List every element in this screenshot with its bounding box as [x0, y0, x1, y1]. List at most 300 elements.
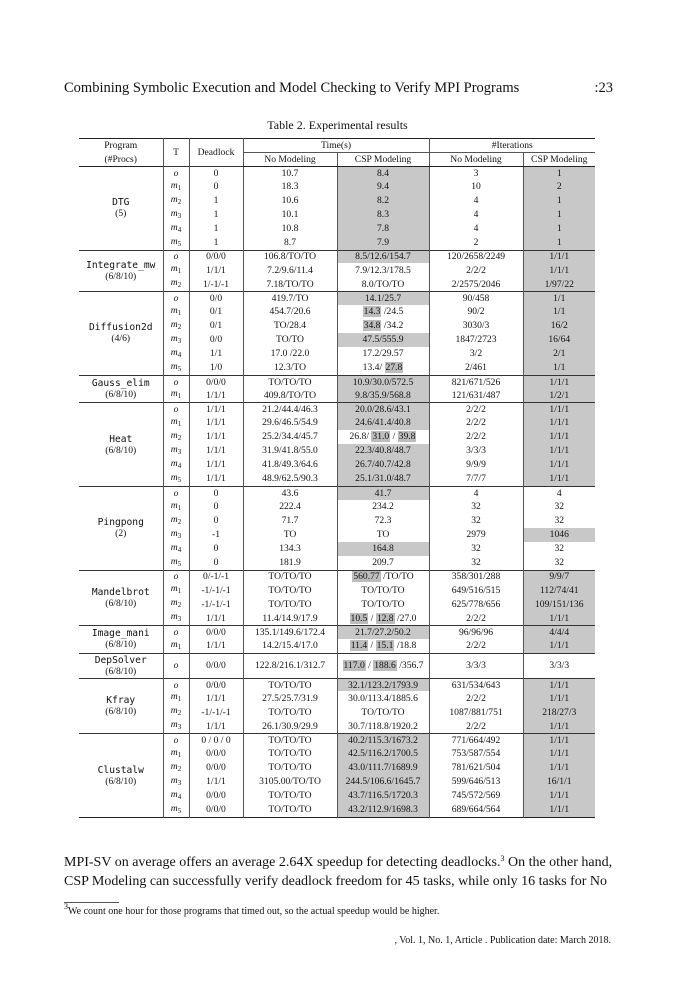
iter-csp-modeling: 1/1/1: [523, 747, 595, 761]
iter-csp-modeling: 109/151/136: [523, 597, 595, 611]
iter-no-modeling: 1847/2723: [429, 333, 523, 347]
task-cell: $m_1$: [163, 500, 189, 514]
time-csp-modeling: TO/TO/TO: [337, 597, 429, 611]
iter-no-modeling: 32: [429, 542, 523, 556]
time-csp-modeling: TO/TO/TO: [337, 583, 429, 597]
time-no-modeling: 10.7: [243, 167, 337, 180]
iter-csp-modeling: 1/2/1: [523, 388, 595, 403]
value-part: /18.8: [394, 640, 417, 652]
time-no-modeling: 409.8/TO/TO: [243, 388, 337, 403]
task-subscript: 2: [177, 764, 182, 773]
task-cell: $m_5$: [163, 361, 189, 376]
time-csp-modeling: 43.2/112.9/1698.3: [337, 803, 429, 818]
program-name: DepSolver: [94, 654, 147, 666]
iter-no-modeling: 1087/881/751: [429, 705, 523, 719]
iter-csp-modeling: 3/3/3: [523, 653, 595, 678]
iter-csp-modeling: 16/1/1: [523, 775, 595, 789]
deadlock-cell: 1/1/1: [189, 458, 243, 472]
running-title: Combining Symbolic Execution and Model Checking to Verify MPI Programs: [64, 80, 520, 96]
iter-no-modeling: 2/2/2: [429, 403, 523, 416]
program-cell: [79, 653, 163, 678]
task-cell: $m_2$: [163, 597, 189, 611]
program-name: Kfray: [106, 695, 136, 707]
highlighted-value: 15.1: [376, 640, 394, 652]
time-csp-modeling: 7.9/12.3/178.5: [337, 263, 429, 277]
time-no-modeling: 25.2/34.4/45.7: [243, 430, 337, 444]
body-paragraph: [64, 853, 616, 891]
time-csp-modeling: [337, 570, 429, 583]
footnote-ref: 3: [500, 854, 505, 863]
task-subscript: 2: [177, 322, 182, 331]
deadlock-cell: -1/-1/-1: [189, 583, 243, 597]
header-deadlock: Deadlock: [189, 139, 243, 167]
header-iter-no-modeling: No Modeling: [429, 153, 523, 167]
iter-csp-modeling: 1/1/1: [523, 761, 595, 775]
time-no-modeling: TO/TO/TO: [243, 789, 337, 803]
time-csp-modeling: 8.5/12.6/154.7: [337, 250, 429, 263]
task-subscript: 3: [177, 531, 182, 540]
table-row: [79, 653, 595, 678]
iter-no-modeling: 7/7/7: [429, 472, 523, 487]
deadlock-cell: 1/1/1: [189, 691, 243, 705]
iter-csp-modeling: 1/1: [523, 305, 595, 319]
task-cell: $m_1$: [163, 691, 189, 705]
deadlock-cell: 0: [189, 514, 243, 528]
task-subscript: 1: [177, 695, 182, 704]
time-csp-modeling: [337, 361, 429, 376]
task-cell: $m_1$: [163, 388, 189, 403]
iter-csp-modeling: 1: [523, 222, 595, 236]
deadlock-cell: 1/-1/-1: [189, 277, 243, 292]
highlighted-value: 10.5: [350, 612, 368, 624]
body-line-1: [64, 853, 616, 872]
time-no-modeling: 12.3/TO: [243, 361, 337, 376]
time-no-modeling: TO/TO/TO: [243, 597, 337, 611]
task-cell: $m_3$: [163, 775, 189, 789]
iter-no-modeling: 2979: [429, 528, 523, 542]
program-name: Pingpong: [97, 517, 144, 529]
value-part: /TO/TO: [380, 571, 414, 583]
deadlock-cell: 0: [189, 556, 243, 571]
highlighted-value: 560.77: [353, 571, 380, 583]
task-subscript: 4: [177, 545, 182, 554]
task-cell: $m_3$: [163, 611, 189, 626]
iter-csp-modeling: 2/1: [523, 347, 595, 361]
iter-no-modeling: 2/2/2: [429, 263, 523, 277]
task-subscript: 5: [177, 559, 182, 568]
highlighted-value: 27.8: [385, 362, 403, 374]
task-subscript: 3: [177, 447, 182, 456]
time-csp-modeling: 10.9/30.0/572.5: [337, 375, 429, 388]
body-text: On the other hand,: [504, 855, 613, 870]
task-cell: o: [163, 292, 189, 305]
task-cell: o: [163, 167, 189, 180]
iter-no-modeling: 625/778/656: [429, 597, 523, 611]
value-part: 26.8/: [349, 431, 372, 443]
time-csp-modeling: 8.0/TO/TO: [337, 277, 429, 292]
deadlock-cell: -1/-1/-1: [189, 597, 243, 611]
time-no-modeling: TO/TO/TO: [243, 375, 337, 388]
time-no-modeling: TO/TO/TO: [243, 747, 337, 761]
time-csp-modeling: 164.8: [337, 542, 429, 556]
task-cell: o: [163, 403, 189, 416]
highlighted-value: 11.4: [350, 640, 368, 652]
highlighted-value: 117.0: [343, 660, 365, 672]
footnote-rule: [64, 902, 119, 903]
iter-no-modeling: 771/664/492: [429, 734, 523, 747]
deadlock-cell: 1: [189, 236, 243, 251]
deadlock-cell: 0/0/0: [189, 250, 243, 263]
iter-csp-modeling: 16/64: [523, 333, 595, 347]
iter-no-modeling: 96/96/96: [429, 626, 523, 639]
task-cell: o: [163, 734, 189, 747]
header-iter-csp-modeling: CSP Modeling: [523, 153, 595, 167]
time-no-modeling: TO/TO/TO: [243, 583, 337, 597]
table-row: [79, 626, 595, 639]
iter-csp-modeling: 1/1/1: [523, 734, 595, 747]
deadlock-cell: 1/1/1: [189, 719, 243, 734]
iter-csp-modeling: 9/9/7: [523, 570, 595, 583]
task-subscript: 4: [177, 461, 182, 470]
table-row: [79, 375, 595, 388]
task-cell: $m_1$: [163, 180, 189, 194]
iter-csp-modeling: 1/1/1: [523, 803, 595, 818]
program-cell: [79, 292, 163, 376]
time-no-modeling: 31.9/41.8/55.0: [243, 444, 337, 458]
table-row: [79, 678, 595, 691]
task-subscript: 1: [177, 308, 182, 317]
iter-csp-modeling: 1: [523, 208, 595, 222]
task-cell: $m_5$: [163, 472, 189, 487]
header-time: Time(s): [243, 139, 429, 153]
table-row: [79, 167, 595, 180]
program-procs: (6/8/10): [105, 270, 137, 282]
time-csp-modeling: 234.2: [337, 500, 429, 514]
iter-no-modeling: 631/534/643: [429, 678, 523, 691]
deadlock-cell: 0/0/0: [189, 789, 243, 803]
task-subscript: 3: [177, 723, 182, 732]
iter-csp-modeling: 1/1/1: [523, 250, 595, 263]
task-subscript: 1: [177, 267, 182, 276]
time-csp-modeling: 21.7/27.2/50.2: [337, 626, 429, 639]
time-no-modeling: TO/TO/TO: [243, 705, 337, 719]
iter-no-modeling: 2/2/2: [429, 719, 523, 734]
time-csp-modeling: 43.0/111.7/1689.9: [337, 761, 429, 775]
task-subscript: 1: [177, 587, 182, 596]
value-part: /: [368, 612, 376, 624]
time-no-modeling: TO/TO/TO: [243, 570, 337, 583]
deadlock-cell: 0/0/0: [189, 761, 243, 775]
task-cell: $m_3$: [163, 444, 189, 458]
iter-no-modeling: 2/2/2: [429, 639, 523, 654]
task-cell: $m_2$: [163, 705, 189, 719]
program-procs: (6/8/10): [105, 444, 137, 456]
time-csp-modeling: 72.3: [337, 514, 429, 528]
value-part: /34.2: [381, 320, 404, 332]
deadlock-cell: 1/1: [189, 347, 243, 361]
deadlock-cell: 1/1/1: [189, 775, 243, 789]
deadlock-cell: 0/0/0: [189, 626, 243, 639]
time-csp-modeling: 47.5/555.9: [337, 333, 429, 347]
iter-no-modeling: 4: [429, 194, 523, 208]
table-row: [79, 250, 595, 263]
task-cell: $m_2$: [163, 514, 189, 528]
time-csp-modeling: 8.4: [337, 167, 429, 180]
iter-no-modeling: 781/621/504: [429, 761, 523, 775]
deadlock-cell: 0: [189, 542, 243, 556]
time-no-modeling: 122.8/216.1/312.7: [243, 653, 337, 678]
program-cell: [79, 734, 163, 818]
task-subscript: 3: [177, 778, 182, 787]
table-row: [79, 292, 595, 305]
highlighted-value: 31.0: [372, 431, 390, 443]
deadlock-cell: 1/1/1: [189, 430, 243, 444]
task-subscript: 4: [177, 225, 182, 234]
time-no-modeling: TO/TO/TO: [243, 678, 337, 691]
iter-csp-modeling: 1/1/1: [523, 719, 595, 734]
iter-csp-modeling: 1/1/1: [523, 611, 595, 626]
task-subscript: 1: [177, 750, 182, 759]
deadlock-cell: 1/1/1: [189, 639, 243, 654]
iter-no-modeling: 2/2575/2046: [429, 277, 523, 292]
iter-csp-modeling: 32: [523, 500, 595, 514]
deadlock-cell: 1/1/1: [189, 403, 243, 416]
deadlock-cell: -1: [189, 528, 243, 542]
iter-csp-modeling: 2: [523, 180, 595, 194]
program-procs: (6/8/10): [105, 597, 137, 609]
header-time-csp-modeling: CSP Modeling: [337, 153, 429, 167]
time-no-modeling: 7.18/TO/TO: [243, 277, 337, 292]
task-subscript: 1: [177, 392, 182, 401]
value-part: 13.4/: [362, 362, 385, 374]
iter-csp-modeling: 1/1/1: [523, 458, 595, 472]
deadlock-cell: 0/0: [189, 292, 243, 305]
task-cell: $m_3$: [163, 528, 189, 542]
iter-csp-modeling: 32: [523, 556, 595, 571]
iter-csp-modeling: 1/1/1: [523, 430, 595, 444]
iter-no-modeling: 32: [429, 556, 523, 571]
time-csp-modeling: [337, 653, 429, 678]
time-no-modeling: 26.1/30.9/29.9: [243, 719, 337, 734]
time-csp-modeling: 26.7/40.7/42.8: [337, 458, 429, 472]
deadlock-cell: 1/0: [189, 361, 243, 376]
time-csp-modeling: 43.7/116.5/1720.3: [337, 789, 429, 803]
time-no-modeling: 71.7: [243, 514, 337, 528]
value-part: /: [390, 431, 398, 443]
iter-csp-modeling: 1/1/1: [523, 263, 595, 277]
deadlock-cell: 0/0/0: [189, 747, 243, 761]
iter-csp-modeling: 1/97/22: [523, 277, 595, 292]
task-subscript: 2: [177, 709, 182, 718]
iter-no-modeling: 10: [429, 180, 523, 194]
header-t: T: [163, 139, 189, 167]
task-subscript: 5: [177, 806, 182, 815]
program-cell: [79, 250, 163, 292]
iter-no-modeling: 90/2: [429, 305, 523, 319]
task-subscript: 1: [177, 419, 182, 428]
footnote: [64, 902, 440, 917]
iter-no-modeling: 4: [429, 486, 523, 499]
task-cell: $m_2$: [163, 761, 189, 775]
time-csp-modeling: 30.0/113.4/1885.6: [337, 691, 429, 705]
time-csp-modeling: TO/TO/TO: [337, 705, 429, 719]
task-cell: o: [163, 486, 189, 499]
deadlock-cell: 0/0/0: [189, 375, 243, 388]
value-part: /: [368, 640, 376, 652]
time-csp-modeling: 8.3: [337, 208, 429, 222]
task-cell: o: [163, 678, 189, 691]
task-cell: o: [163, 375, 189, 388]
iter-no-modeling: 358/301/288: [429, 570, 523, 583]
deadlock-cell: 0/1: [189, 305, 243, 319]
program-cell: [79, 678, 163, 734]
iter-csp-modeling: 1046: [523, 528, 595, 542]
iter-csp-modeling: 1: [523, 236, 595, 251]
program-name: Diffusion2d: [88, 322, 153, 334]
time-csp-modeling: 7.9: [337, 236, 429, 251]
task-cell: $m_5$: [163, 556, 189, 571]
iter-csp-modeling: 4: [523, 486, 595, 499]
task-subscript: 2: [177, 197, 182, 206]
time-no-modeling: TO/TO/TO: [243, 803, 337, 818]
time-csp-modeling: 42.5/116.2/1700.5: [337, 747, 429, 761]
task-subscript: 3: [177, 615, 182, 624]
task-subscript: 2: [177, 281, 182, 290]
table-row: [79, 734, 595, 747]
task-cell: $m_1$: [163, 747, 189, 761]
program-cell: [79, 403, 163, 487]
iter-no-modeling: 2: [429, 236, 523, 251]
iter-csp-modeling: 4/4/4: [523, 626, 595, 639]
task-subscript: 5: [177, 239, 182, 248]
header-program: Program: [104, 140, 138, 152]
results-table: [79, 138, 595, 818]
time-no-modeling: 14.2/15.4/17.0: [243, 639, 337, 654]
highlighted-value: 39.8: [398, 431, 416, 443]
table-row: [79, 486, 595, 499]
time-no-modeling: 48.9/62.5/90.3: [243, 472, 337, 487]
table-caption: Table 2. Experimental results: [267, 118, 408, 132]
deadlock-cell: 1/1/1: [189, 388, 243, 403]
task-subscript: 1: [177, 503, 182, 512]
table-row: [79, 570, 595, 583]
program-name: Mandelbrot: [91, 586, 150, 598]
iter-csp-modeling: 1/1/1: [523, 678, 595, 691]
time-no-modeling: 18.3: [243, 180, 337, 194]
deadlock-cell: 1: [189, 194, 243, 208]
program-cell: [79, 626, 163, 654]
time-no-modeling: 27.5/25.7/31.9: [243, 691, 337, 705]
iter-no-modeling: 32: [429, 500, 523, 514]
task-cell: $m_4$: [163, 222, 189, 236]
task-cell: o: [163, 653, 189, 678]
deadlock-cell: 0 / 0 / 0: [189, 734, 243, 747]
header-iterations: #Iterations: [429, 139, 595, 153]
deadlock-cell: 0: [189, 180, 243, 194]
deadlock-cell: 0/0/0: [189, 653, 243, 678]
body-text: MPI-SV on average offers an average 2.64X speedup for detecting deadlocks.: [64, 855, 501, 870]
task-cell: $m_5$: [163, 803, 189, 818]
task-cell: $m_1$: [163, 416, 189, 430]
time-no-modeling: 419.7/TO: [243, 292, 337, 305]
highlighted-value: 34.8: [363, 320, 381, 332]
iter-no-modeling: 3/3/3: [429, 444, 523, 458]
program-procs: (6/8/10): [105, 775, 137, 787]
task-cell: $m_1$: [163, 305, 189, 319]
task-cell: $m_4$: [163, 789, 189, 803]
time-no-modeling: 17.0 /22.0: [243, 347, 337, 361]
time-no-modeling: 10.6: [243, 194, 337, 208]
results-body: [79, 167, 595, 818]
time-no-modeling: 7.2/9.6/11.4: [243, 263, 337, 277]
iter-no-modeling: 3/2: [429, 347, 523, 361]
header-time-no-modeling: No Modeling: [243, 153, 337, 167]
highlighted-value: 12.8: [376, 612, 394, 624]
value-part: /356.7: [396, 660, 424, 672]
deadlock-cell: 1/1/1: [189, 472, 243, 487]
task-cell: o: [163, 250, 189, 263]
iter-no-modeling: 2/2/2: [429, 611, 523, 626]
time-csp-modeling: 17.2/29.57: [337, 347, 429, 361]
time-csp-modeling: 30.7/118.8/1920.2: [337, 719, 429, 734]
iter-no-modeling: 9/9/9: [429, 458, 523, 472]
task-cell: $m_2$: [163, 319, 189, 333]
deadlock-cell: 1: [189, 208, 243, 222]
time-csp-modeling: [337, 639, 429, 654]
iter-csp-modeling: 218/27/3: [523, 705, 595, 719]
time-csp-modeling: 20.0/28.6/43.1: [337, 403, 429, 416]
time-csp-modeling: [337, 319, 429, 333]
task-cell: $m_1$: [163, 583, 189, 597]
iter-no-modeling: 90/458: [429, 292, 523, 305]
program-procs: (5): [115, 208, 127, 220]
task-cell: $m_3$: [163, 719, 189, 734]
deadlock-cell: 0: [189, 500, 243, 514]
task-cell: $m_5$: [163, 236, 189, 251]
time-csp-modeling: 41.7: [337, 486, 429, 499]
iter-csp-modeling: 1/1/1: [523, 416, 595, 430]
page-number: :23: [594, 80, 613, 96]
time-csp-modeling: 24.6/41.4/40.8: [337, 416, 429, 430]
task-subscript: 2: [177, 601, 182, 610]
program-cell: [79, 167, 163, 251]
time-csp-modeling: 14.1/25.7: [337, 292, 429, 305]
time-no-modeling: 10.1: [243, 208, 337, 222]
time-no-modeling: 21.2/44.4/46.3: [243, 403, 337, 416]
time-csp-modeling: [337, 305, 429, 319]
task-cell: $m_4$: [163, 542, 189, 556]
iter-no-modeling: 2/461: [429, 361, 523, 376]
time-no-modeling: 43.6: [243, 486, 337, 499]
time-no-modeling: 134.3: [243, 542, 337, 556]
task-cell: $m_4$: [163, 458, 189, 472]
time-no-modeling: TO: [243, 528, 337, 542]
time-no-modeling: 106.8/TO/TO: [243, 250, 337, 263]
task-cell: $m_2$: [163, 430, 189, 444]
task-cell: $m_2$: [163, 194, 189, 208]
iter-no-modeling: 753/587/554: [429, 747, 523, 761]
program-cell: [79, 570, 163, 626]
deadlock-cell: 1/1/1: [189, 444, 243, 458]
highlighted-value: 188.6: [374, 660, 396, 672]
program-procs: (6/8/10): [105, 706, 137, 718]
task-cell: o: [163, 626, 189, 639]
task-subscript: 2: [177, 433, 182, 442]
iter-csp-modeling: 1: [523, 194, 595, 208]
iter-no-modeling: 689/664/564: [429, 803, 523, 818]
deadlock-cell: 0/1: [189, 319, 243, 333]
iter-csp-modeling: 32: [523, 514, 595, 528]
